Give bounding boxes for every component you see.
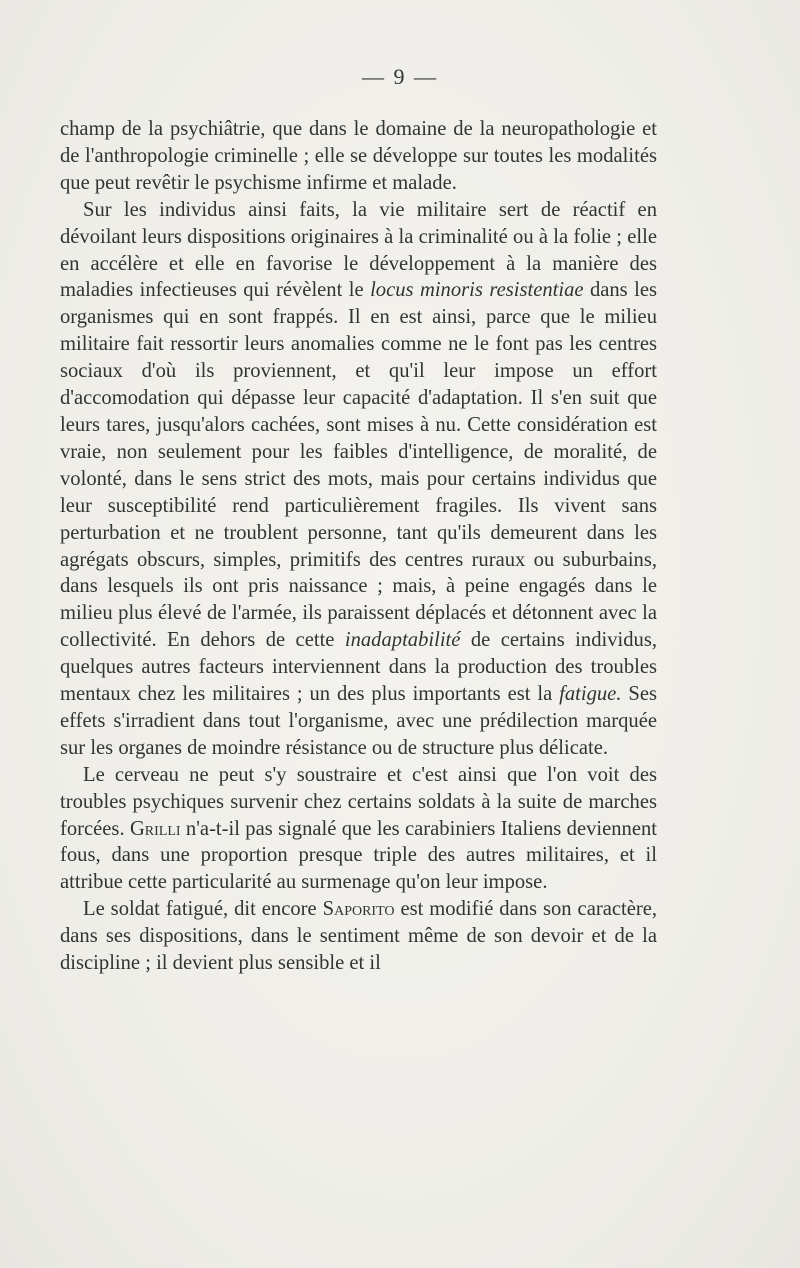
italic-term-inadaptabilite: inadaptabilité xyxy=(344,629,461,652)
author-name-grilli: Grilli xyxy=(129,817,181,840)
author-name-saporito: Saporito xyxy=(322,898,395,921)
page-number: — 9 — xyxy=(362,64,438,89)
paragraph-3 xyxy=(60,762,657,897)
text-run: Sur les individus ainsi faits, la vie militaire sert de réactif en dévoilant leurs dispositions originaires à la criminalité ou à la folie ; elle en accélère et elle en favorise le développement à la manière des maladies infectieuses qui révèlent le xyxy=(60,198,657,302)
text-run: de certains individus, quelques autres facteurs interviennent dans la production des troubles mentaux chez les militaires ; un des plus importants est la xyxy=(60,629,657,706)
italic-term-fatigue: fatigue. xyxy=(559,683,622,706)
paragraph-1 xyxy=(60,116,657,197)
paragraph-4 xyxy=(60,896,657,977)
body-text xyxy=(60,116,657,977)
italic-term-locus: locus minoris resistentiae xyxy=(370,279,584,302)
text-run: dans les organismes qui en sont frappés. Il en est ainsi, parce que le milieu militaire fait ressortir leurs anomalies comme ne le font pas les centres sociaux d'où ils proviennent, et qu'il leur impose un effort d'accomodation qui dépasse leur capacité d'adaptation. Il s'en suit que leurs tares, jusqu'alors cachées, sont mises à nu. Cette considération est vraie, non seulement pour les faibles d'intelligence, de moralité, de volonté, dans le sens strict des mots, mais pour certains individus que leur susceptibilité rend particulièrement fragiles. Ils vivent sans perturbation et ne troublent personne, tant qu'ils demeurent dans les agrégats obscurs, simples, primitifs des centres ruraux ou suburbains, dans lesquels ils ont pris naissance ; mais, à peine engagés dans le milieu plus élevé de l'armée, ils paraissent déplacés et détonnent avec la collectivité. En dehors de cette xyxy=(60,279,658,652)
text-run: Le cerveau ne peut s'y soustraire et c'est ainsi que l'on voit des troubles psychiques survenir chez certains soldats à la suite de marches forcées. xyxy=(60,763,657,840)
text-run: n'a-t-il pas signalé que les carabiniers Italiens deviennent fous, dans une proportion presque triple des autres militaires, et il attribue cette particularité au surmenage qu'on leur impose. xyxy=(60,817,657,894)
text-run: est modifié dans son caractère, dans ses dispositions, dans le sentiment même de son devoir et de la discipline ; il devient plus sensible et il xyxy=(60,898,657,975)
text-run: Le soldat fatigué, dit encore xyxy=(83,898,323,921)
text-run: champ de la psychiâtrie, que dans le domaine de la neuropathologie et de l'anthropologie criminelle ; elle se développe sur toutes les modalités que peut revêtir le psychisme infirme et malade. xyxy=(60,118,657,194)
paragraph-2 xyxy=(60,197,657,762)
text-run: Ses effets s'irradient dans tout l'organisme, avec une prédilection marquée sur les organes de moindre résistance ou de structure plus délicate. xyxy=(60,683,657,759)
